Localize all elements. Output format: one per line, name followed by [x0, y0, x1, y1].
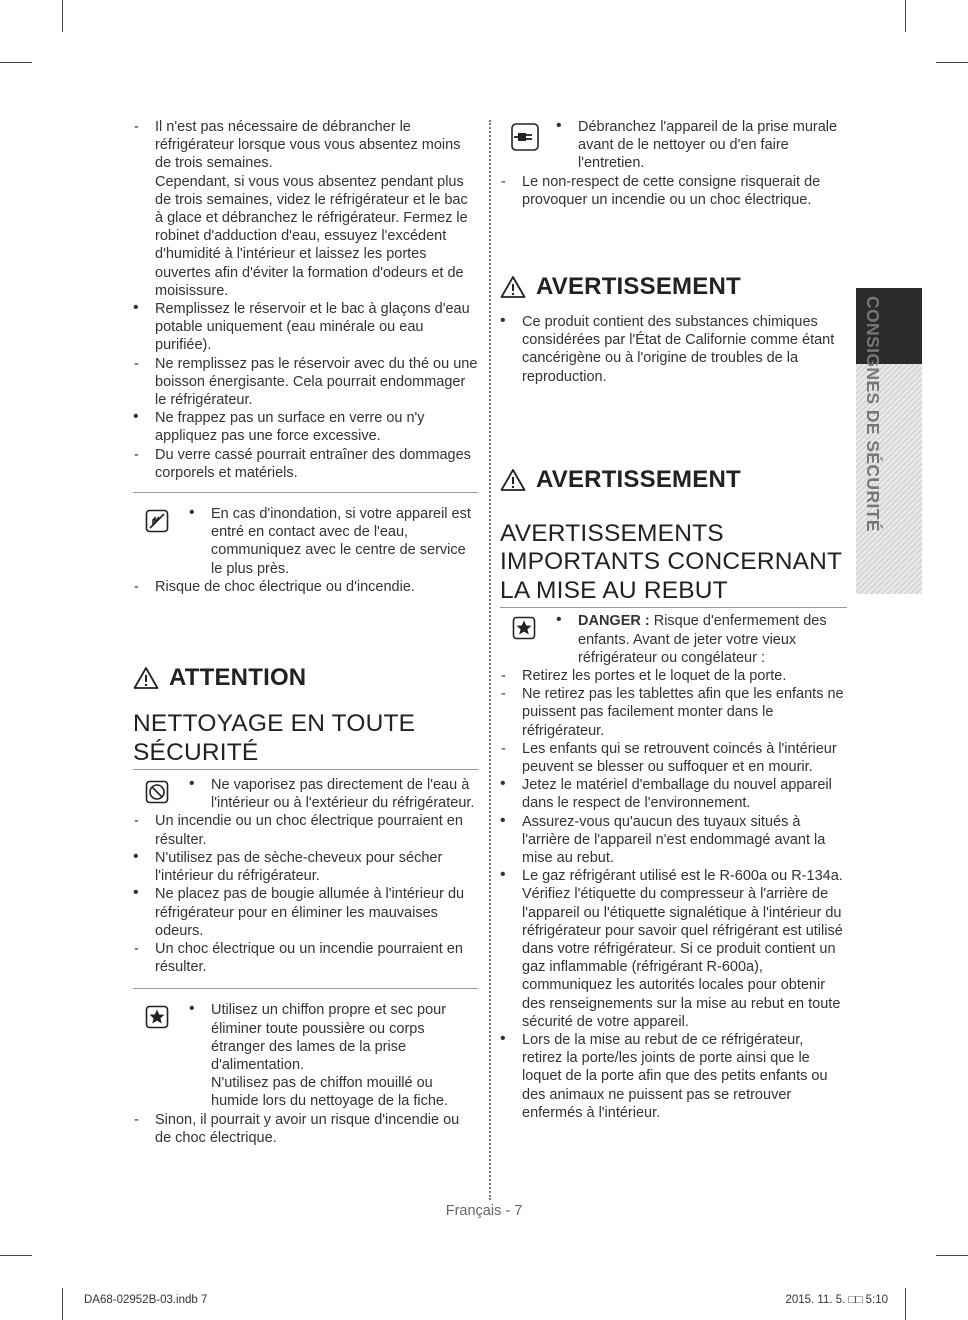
note-bullet: • En cas d'inondation, si votre appareil est entré en contact avec de l'eau, communiquez avec le centre de service le plus près.	[189, 505, 478, 578]
section-title-line: LA MISE AU REBUT	[500, 576, 728, 604]
section-title-line: IMPORTANTS CONCERNANT	[500, 548, 843, 576]
list-item: • Le gaz réfrigérant utilisé est le R-600a ou R-134a. Vérifiez l'étiquette du compresseur à l'arrière de l'appareil ou l'étiquette signalétique à l'intérieur du réfrigérateur pour savoir quel réfrigérant est utilisé dans votre réfrigérateur. Si ce produit contient un gaz inflammable (réfrigérant R-600a), communiquez les autorités locales pour obtenir des renseignements sur la mise au rebut en toute sécurité de votre appareil.	[500, 867, 847, 1031]
prohibited-icon	[145, 780, 169, 804]
list-item: - Ne retirez pas les tablettes afin que les enfants ne puissent pas facilement monter dans le réfrigérateur.	[500, 685, 847, 740]
warning-list	[500, 313, 847, 386]
section-title-line: SÉCURITÉ	[133, 738, 259, 766]
danger-text: Risque d'enfermement des enfants. Avant de jeter votre vieux réfrigérateur ou congélateur :	[578, 613, 827, 666]
note-consequence: - Risque de choc électrique ou d'incendie.	[133, 578, 478, 596]
section-title-line: AVERTISSEMENTS	[500, 519, 724, 547]
list-item: - Du verre cassé pourrait entraîner des dommages corporels et matériels.	[133, 446, 478, 482]
warning-triangle-icon	[500, 468, 526, 492]
list-item: Cependant, si vous vous absentez pendant plus de trois semaines, videz le réfrigérateur et le bac à glace et débranchez le réfrigérateur. Fermez le robinet d'adduction d'eau, essuyez l'excédent d'humidité à l'intérieur et laissez les portes ouvertes afin d'éviter la formation d'odeurs et de moisissure.	[155, 173, 468, 299]
note-bullet: • Ne vaporisez pas directement de l'eau à l'intérieur ou à l'extérieur du réfrigérateur.	[189, 776, 478, 812]
disposal-list	[500, 667, 847, 1122]
note-consequence: - Sinon, il pourrait y avoir un risque d'incendie ou de choc électrique.	[133, 1111, 478, 1147]
warning-triangle-icon	[500, 275, 526, 299]
section-title-disposal	[500, 520, 847, 606]
list-item: - Retirez les portes et le loquet de la porte.	[500, 667, 847, 685]
section-title-cleaning	[133, 710, 478, 767]
divider	[133, 492, 478, 493]
note-bullet: • Utilisez un chiffon propre et sec pour éliminer toute poussière ou corps étranger des lames de la prise d'alimentation.	[189, 1001, 478, 1074]
list-item: - Ne remplissez pas le réservoir avec du thé ou une boisson énergisante. Cela pourrait endommager le réfrigérateur.	[133, 355, 478, 410]
star-icon	[512, 616, 536, 640]
warning-heading-1	[500, 272, 847, 300]
crop-mark	[905, 0, 906, 32]
warning-label: AVERTISSEMENT	[536, 272, 741, 300]
warning-triangle-icon	[133, 666, 159, 690]
list-item: • Remplissez le réservoir et le bac à glaçons d'eau potable uniquement (eau minérale ou eau purifiée).	[133, 300, 478, 355]
list-item: - Les enfants qui se retrouvent coincés à l'intérieur peuvent se blesser ou suffoquer et en mourir.	[500, 740, 847, 776]
attention-label: ATTENTION	[169, 663, 307, 691]
list-item: • Lors de la mise au rebut de ce réfrigérateur, retirez la porte/les joints de porte ainsi que le loquet de la porte afin que des petits enfants ou des animaux ne puissent pas se retrouver enfermés à l'intérieur.	[500, 1031, 847, 1122]
note-flood	[133, 505, 478, 596]
note-spray	[133, 776, 478, 976]
divider	[500, 607, 847, 608]
note-consequence: - Le non-respect de cette consigne risquerait de provoquer un incendie ou un choc électrique.	[500, 173, 847, 209]
crop-mark	[62, 1288, 63, 1320]
danger-bullet	[556, 612, 847, 667]
note-plug-cleaning	[133, 1001, 478, 1147]
page-footer: Français - 7	[445, 1203, 523, 1219]
note-continuation: N'utilisez pas de chiffon mouillé ou humide lors du nettoyage de la fiche.	[211, 1075, 448, 1110]
crop-mark	[62, 0, 63, 32]
print-slug-left: DA68-02952B-03.indb 7	[84, 1294, 208, 1306]
right-column	[500, 118, 847, 1122]
warning-bullet: • Ce produit contient des substances chimiques considérées par l'État de Californie comme étant cancérigène ou à l'origine de troubles de la reproduction.	[500, 313, 847, 386]
note-unplug	[500, 118, 847, 209]
divider	[133, 988, 478, 989]
list-item: • Ne placez pas de bougie allumée à l'intérieur du réfrigérateur pour en éliminer les mauvaises odeurs.	[133, 885, 478, 940]
warning-heading-2	[500, 465, 847, 493]
unplug-icon	[510, 122, 540, 152]
crop-mark	[905, 1288, 906, 1320]
list-item: - Un incendie ou un choc électrique pourraient en résulter.	[133, 812, 478, 848]
cleaning-list	[133, 812, 478, 976]
note-danger	[500, 612, 847, 1122]
star-icon	[145, 1005, 169, 1029]
left-column	[133, 118, 478, 1147]
attention-heading	[133, 663, 478, 691]
print-slug-right: 2015. 11. 5. □□ 5:10	[785, 1294, 888, 1306]
crop-mark	[0, 62, 32, 63]
intro-list	[133, 118, 478, 482]
list-item: • N'utilisez pas de sèche-cheveux pour sécher l'intérieur du réfrigérateur.	[133, 849, 478, 885]
note-bullet: • Débranchez l'appareil de la prise murale avant de le nettoyer ou d'en faire l'entretien.	[556, 118, 847, 173]
danger-label: DANGER :	[578, 613, 650, 630]
crop-mark	[936, 62, 968, 63]
no-touch-icon	[145, 509, 169, 533]
list-item: - Il n'est pas nécessaire de débrancher le réfrigérateur lorsque vous vous absentez moins de trois semaines.	[133, 118, 478, 173]
section-title-line: NETTOYAGE EN TOUTE	[133, 710, 416, 738]
list-item: • Jetez le matériel d'emballage du nouvel appareil dans le respect de l'environnement.	[500, 776, 847, 812]
warning-label: AVERTISSEMENT	[536, 465, 741, 493]
divider	[133, 769, 478, 770]
crop-mark	[0, 1255, 32, 1256]
column-divider	[489, 120, 491, 1200]
side-tab-label: CONSIGNES DE SÉCURITÉ	[863, 296, 883, 532]
crop-mark	[936, 1255, 968, 1256]
list-item: • Ne frappez pas un surface en verre ou n'y appliquez pas une force excessive.	[133, 409, 478, 445]
list-item: • Assurez-vous qu'aucun des tuyaux situés à l'arrière de l'appareil n'est endommagé avant la mise au rebut.	[500, 813, 847, 868]
list-item: - Un choc électrique ou un incendie pourraient en résulter.	[133, 940, 478, 976]
